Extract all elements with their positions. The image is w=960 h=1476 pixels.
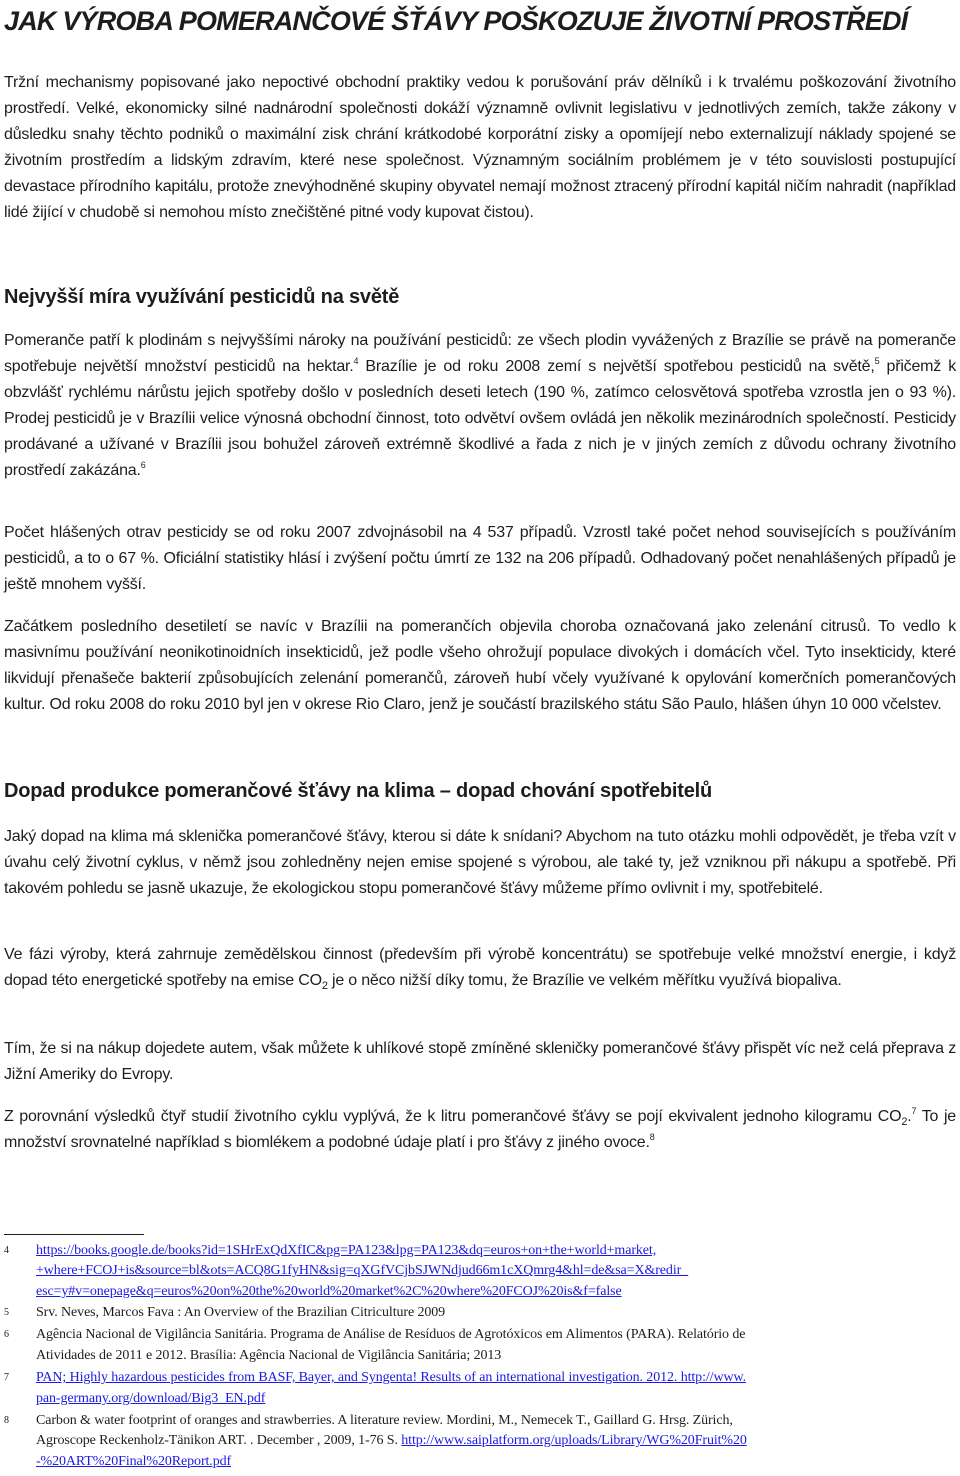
section-heading-climate: Dopad produkce pomerančové šťávy na klima – dopad chování spotřebitelů: [4, 780, 712, 802]
footnote-6: [4, 1325, 956, 1366]
climate-paragraph-4: [4, 1104, 956, 1156]
footnote-link[interactable]: +where+FCOJ+is&source=bl&ots=ACQ8G1fyHN&sig=qXGfVCjbSJWNdjud66m1cXQmrg4&hl=de&sa=X&redir_: [36, 1263, 689, 1279]
footnote-divider: [4, 1234, 144, 1235]
footnote-4: [4, 1241, 956, 1303]
pesticides-block: [4, 328, 956, 485]
footnote-ref[interactable]: 8: [649, 1132, 655, 1143]
footnote-number: 8: [4, 1415, 9, 1427]
pesticides-paragraph-2: Počet hlášených otrav pesticidy se od roku 2007 zdvojnásobil na 4 537 případů. Vzrostl také počet nehod souvisejících s používáním pesticidů, a to o 67 %. Oficiální statistiky hlásí i zvýšení počtu úmrtí ze 132 na 206 případů. Odhadovaný počet nenahlášených případů je ještě mnohem vyšší.: [4, 524, 956, 594]
footnote-text: Agência Nacional de Vigilância Sanitária. Programa de Análise de Resíduos de Agrotóxicos em Alimentos (PARA). Relatório de: [36, 1327, 746, 1343]
text-run: je o něco nižší díky tomu, že Brazílie ve velkém měřítku využívá biopaliva.: [327, 972, 842, 990]
footnote-link[interactable]: https://books.google.de/books?id=1SHrExQdXfIC&pg=PA123&lpg=PA123&dq=euros+on+the+world+market,: [36, 1243, 657, 1258]
footnotes: [4, 1241, 956, 1472]
text-run: přičemž k obzvlášť rychlému nárůstu jejich spotřeby došlo v posledních deseti letech (190 %, zatímco celosvětová spotřeba vzrostla jen o 93 %). Prodej pesticidů je v Brazílii velice výnosná obchodní činnost, toto odvětví ovšem ovládá jen několik mezinárodních společností. Pesticidy prodávané a užívané v Brazílii jsou bohužel zároveň extrémně škodlivé a řada z nich je v jiných zemích z důvodu ochrany životního prostředí zakázána.: [4, 358, 957, 480]
footnote-ref[interactable]: 7: [911, 1106, 917, 1116]
text-run: To je množství srovnatelné například s biomlékem a podobné údaje platí i pro šťávy z jiného ovoce.: [4, 1108, 956, 1152]
footnote-8: [4, 1411, 956, 1472]
footnote-number: 4: [4, 1245, 9, 1256]
intro-paragraph: Tržní mechanismy popisované jako nepoctivé obchodní praktiky vedou k porušování práv dělníků i k trvalému poškozování životního prostředí. Velké, ekonomicky silné nadnárodní společnosti dokáží významně ovlivnit legislativu v jednotlivých zemích, takže zákony v důsledku snahy těchto podniků o maximální zisk chrání krátkodobé korporátní zisky a opomíjejí nebo externalizují náklady spojené se životním prostředím a lidským zdravím, které nese společnost. Významným sociálním problémem je v této souvislosti postupující devastace přírodního kapitálu, protože znevýhodněné skupiny obyvatel nemají možnost ztracený přírodní kapitál ničím nahradit (například lidé žijící v chudobě si nemohou místo znečištěné pitné vody kupovat čistou).: [4, 74, 956, 222]
footnote-link[interactable]: http://www.saiplatform.org/uploads/Library/WG%20Fruit%20: [401, 1433, 747, 1449]
footnote-ref[interactable]: 5: [874, 356, 880, 367]
text-run: Brazílie je od roku 2008 zemí s největší spotřebou pesticidů na světě,: [358, 358, 875, 376]
footnote-number: 6: [4, 1329, 9, 1341]
climate-paragraph-1: Jaký dopad na klima má sklenička pomerančové šťávy, kterou si dáte k snídani? Abychom na tuto otázku mohli odpovědět, je třeba vzít v úvahu celý životní cyklus, v němž jsou zohledněny nejen emise spojené s výrobou, ale také ty, jež vzniknou při nákupu a spotřebě. Při takovém pohledu se jasně ukazuje, že ekologickou stopu pomerančové šťávy můžeme přímo ovlivnit i my, spotřebitelé.: [4, 828, 956, 898]
footnote-ref[interactable]: 6: [140, 460, 146, 471]
climate-paragraph-3: Tím, že si na nákup dojedete autem, však můžete k uhlíkové stopě zmíněné skleničky pomerančové šťávy přispět víc než celá přeprava z Jižní Ameriky do Evropy.: [4, 1040, 956, 1084]
text-run: Ve fázi výroby, která zahrnuje zemědělskou činnost (především při výrobě koncentrátu) se spotřebuje velké množství energie, i když dopad této energetické spotřeby na emise CO: [4, 946, 956, 990]
subscript: 2: [901, 1116, 908, 1128]
climate-block: [4, 824, 956, 902]
subscript: 2: [321, 980, 328, 993]
footnote-5: [4, 1303, 956, 1323]
footnote-link[interactable]: PAN; Highly hazardous pesticides from BASF, Bayer, and Syngenta! Results of an international investigation. 2012. http://www.: [36, 1370, 746, 1386]
pesticides-block-2: [4, 520, 956, 598]
footnote-link[interactable]: pan-germany.org/download/Big3_EN.pdf: [36, 1390, 266, 1406]
climate-block-4: [4, 1104, 956, 1156]
climate-block-2: [4, 942, 956, 994]
pesticides-paragraph-3: Začátkem posledního desetiletí se navíc v Brazílii na pomerančích objevila choroba označovaná jako zelenání citrusů. To vedlo k masivnímu používání neonikotinoidních insekticidů, jež podle všeho ohrožují populace divokých i domácích včel. Tyto insekticidy, které likvidují přenašeče bakterií způsobujících zelenání pomerančů, zároveň hubí včely využívané k opylování komerčních pomerančových kultur. Od roku 2008 do roku 2010 byl jen v okrese Rio Claro, jenž je součástí brazilského státu São Paulo, hlášen úhyn 10 000 včelstev.: [4, 618, 956, 714]
text-run: Z porovnání výsledků čtyř studií životního cyklu vyplývá, že k litru pomerančové šťávy se pojí ekvivalent jednoho kilogramu CO: [4, 1108, 902, 1125]
climate-paragraph-2: [4, 942, 956, 994]
footnote-text: Atividades de 2011 e 2012. Brasília: Agência Nacional de Vigilância Sanitária; 2013: [36, 1347, 502, 1363]
footnote-link[interactable]: esc=y#v=onepage&q=euros%20on%20the%20world%20market%2C%20where%20FCOJ%20is&f=false: [36, 1283, 622, 1299]
climate-block-3: [4, 1036, 956, 1088]
footnote-ref[interactable]: 4: [353, 356, 359, 367]
text-run: .: [907, 1108, 912, 1125]
footnote-line: [36, 1431, 956, 1451]
footnote-link[interactable]: -%20ART%20Final%20Report.pdf: [36, 1453, 232, 1469]
pesticides-block-3: [4, 614, 956, 718]
pesticides-paragraph-1: [4, 328, 956, 485]
text-run: Pomeranče patří k plodinám s nejvyššími nároky na používání pesticidů: ze všech plodin vyvážených z Brazílie se právě na pomeranče spotřebuje největší množství pesticidů na hektar.: [4, 332, 956, 376]
footnote-text: Srv. Neves, Marcos Fava : An Overview of the Brazilian Citriculture 2009: [36, 1305, 446, 1320]
footnote-7: [4, 1368, 956, 1409]
intro-block: [4, 70, 956, 227]
footnote-text: Agroscope Reckenholz-Tänikon ART. . December , 2009, 1-76 S.: [36, 1433, 402, 1449]
section-heading-pesticides: Nejvyšší míra využívání pesticidů na světě: [4, 286, 400, 308]
footnote-text: Carbon & water footprint of oranges and strawberries. A literature review. Mordini, M., Nemecek T., Gaillard G. Hrsg. Zürich,: [36, 1413, 733, 1429]
footnote-number: 5: [4, 1307, 9, 1318]
page-title: JAK VÝROBA POMERANČOVÉ ŠŤÁVY POŠKOZUJE ŽIVOTNÍ PROSTŘEDÍ: [4, 6, 908, 36]
footnote-number: 7: [4, 1372, 9, 1384]
